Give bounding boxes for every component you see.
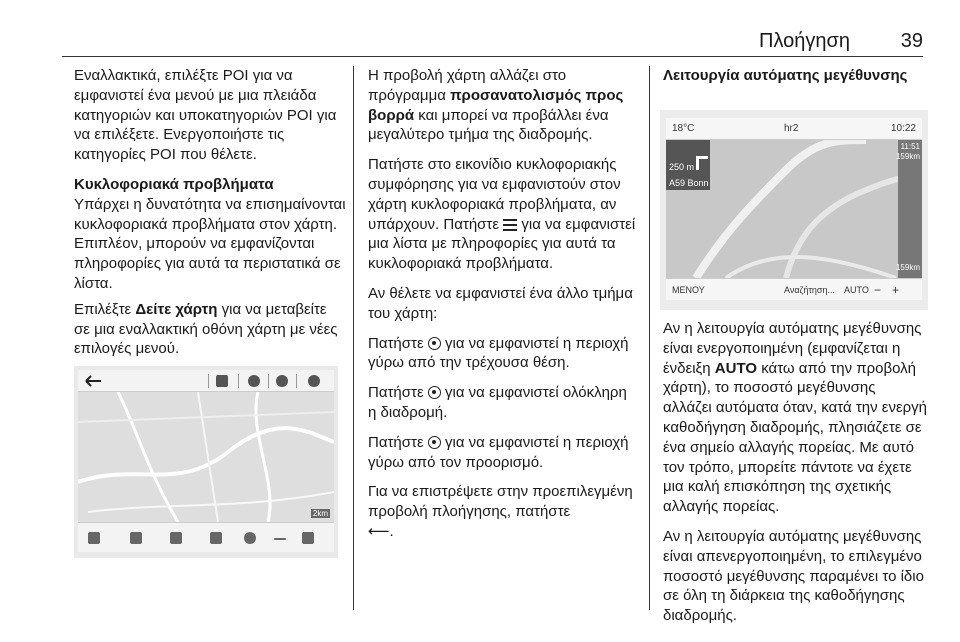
map-toolbar xyxy=(78,370,334,392)
page-title: Πλοήγηση xyxy=(759,30,850,52)
heading-traffic: Κυκλοφοριακά προβλήματα xyxy=(74,175,274,193)
remaining-distance-bottom: 159km xyxy=(895,263,920,272)
paragraph-traffic: Υπάρχει η δυνατότητα να επισημαίνονται κυκλοφοριακά προβλήματα στον χάρτη. Επιπλέον, μπορούν να εμφανίζονται πληροφορίες για αυτά τα περιστατικά σε λίστα. xyxy=(74,195,346,292)
map-roads xyxy=(78,392,334,522)
current-position-icon xyxy=(428,337,441,350)
destination-icon xyxy=(308,375,320,387)
map-area xyxy=(78,392,334,522)
column-2 xyxy=(368,66,638,552)
zoom-in-icon[interactable]: + xyxy=(892,283,900,297)
destination-icon xyxy=(428,436,441,449)
map-screenshot-autozoom xyxy=(660,110,928,310)
paragraph-destination: Πατήστε για να εμφανιστεί η περιοχή γύρω από τον προορισμό. xyxy=(368,433,629,471)
arrival-time: 11:51 xyxy=(900,142,920,151)
paragraph-poi: Εναλλακτικά, επιλέξτε POI για να εμφανιστεί ένα μενού με μια πλειάδα κατηγοριών και υποκατηγοριών POI για να επιλέξετε. Ενεργοποιήστε τις κατηγορίες POI που θέλετε. xyxy=(74,67,337,164)
map-bottom-bar xyxy=(78,522,334,552)
page-number: 39 xyxy=(900,30,923,52)
paragraph-auto-zoom-on: Αν η λειτουργία αυτόματης μεγέθυνσης είναι ενεργοποιημένη (εμφανίζεται η ένδειξη AUTO κάτω από την προβολή χάρτη), το ποσοστό μεγέθυνσης αλλάζει αυτόματα όταν, κατά την ενεργή καθοδήγηση διαδρομής, πλησιάζετε σε ένα σημείο αλλαγής πορείας. Με αυτό τον τρόπο, μπορείτε πάντοτε να έχετε μια καλή επισκόπηση της σχετικής αλλαγής πορείας. xyxy=(663,320,928,516)
route-overview-icon xyxy=(428,386,441,399)
zoom-in-icon[interactable] xyxy=(302,532,314,544)
menu-button[interactable]: ΜΕΝΟΥ xyxy=(672,285,705,295)
header-rule xyxy=(62,56,923,57)
current-position-icon xyxy=(248,375,260,387)
paragraph-current-position: Πατήστε για να εμφανιστεί η περιοχή γύρω από την τρέχουσα θέση. xyxy=(368,334,629,372)
map-screenshot-alt xyxy=(74,366,338,558)
back-arrow-icon: ⟵ xyxy=(368,522,390,540)
parking-icon[interactable] xyxy=(170,532,182,544)
column-divider-1 xyxy=(353,66,354,610)
auto-label: AUTO xyxy=(714,359,758,377)
paragraph-traffic-icon: Πατήστε στο εικονίδιο κυκλοφοριακής συμφόρησης για να εμφανιστούν στον χάρτη κυκλοφοριακά προβλήματα, αν υπάρχουν. Πατήστε για να εμφανιστεί μια λίστα με πληροφορίες για αυτά τα κυκλοφοριακά προβλήματα. xyxy=(368,156,636,273)
column-3-body xyxy=(663,319,928,636)
turn-right-icon xyxy=(696,156,708,170)
maneuver-panel xyxy=(666,140,710,190)
route-bar xyxy=(895,140,922,278)
fuel-icon[interactable] xyxy=(130,532,142,544)
back-arrow-icon xyxy=(84,374,102,388)
vehicle-icon[interactable] xyxy=(88,532,100,544)
zoom-out-icon[interactable]: − xyxy=(874,283,882,297)
paragraph-whole-route: Πατήστε για να εμφανιστεί ολόκληρη η διαδρομή. xyxy=(368,384,627,421)
list-icon xyxy=(216,375,228,387)
route-overview-icon xyxy=(276,375,288,387)
nav-map xyxy=(666,140,922,278)
maneuver-distance: 250 m xyxy=(669,162,695,172)
paragraph-return: Για να επιστρέψετε στην προεπιλεγμένη προβολή πλοήγησης, πατήστε ⟵. xyxy=(368,483,633,540)
maneuver-street: A59 Bonn xyxy=(669,178,709,188)
clock: 10:22 xyxy=(890,123,916,134)
auto-zoom-label[interactable]: AUTO xyxy=(844,285,869,295)
column-divider-2 xyxy=(649,66,650,610)
map-scale: 2km xyxy=(312,509,328,518)
paragraph-see-map: Επιλέξτε Δείτε χάρτη για να μεταβείτε σε μια εναλλακτική οθόνη χάρτη με νέες επιλογές μενού. xyxy=(74,300,338,358)
paragraph-other-area: Αν θέλετε να εμφανιστεί ένα άλλο τμήμα του χάρτη: xyxy=(368,284,633,322)
paragraph-auto-zoom-off: Αν η λειτουργία αυτόματης μεγέθυνσης είναι απενεργοποιημένη, το επιλεγμένο ποσοστό μεγέθυνσης παραμένει το ίδιο σε όλη τη διάρκεια της καθοδήγησης διαδρομής. xyxy=(663,527,924,625)
zoom-out-icon[interactable] xyxy=(274,538,286,540)
list-icon xyxy=(503,219,517,231)
column-1 xyxy=(74,66,346,369)
remaining-distance: 159km xyxy=(895,152,920,161)
traffic-icon[interactable] xyxy=(210,532,222,544)
nav-status-bar xyxy=(666,118,922,140)
column-3 xyxy=(663,66,928,86)
temperature: 18°C xyxy=(672,123,695,134)
search-field[interactable]: Αναζήτηση... xyxy=(784,285,835,295)
see-map-label: Δείτε χάρτη xyxy=(135,300,218,318)
page-header xyxy=(0,0,960,60)
settings-icon[interactable] xyxy=(244,532,256,544)
nav-bottom-bar xyxy=(666,278,922,300)
heading-auto-zoom: Λειτουργία αυτόματης μεγέθυνσης xyxy=(663,67,908,84)
zoom-indicator: hr2 xyxy=(784,123,799,134)
paragraph-north-up: Η προβολή χάρτη αλλάζει στο πρόγραμμα προσανατολισμός προς βορρά και μπορεί να προβάλλει ένα μεγαλύτερο τμήμα της διαδρομής. xyxy=(368,67,624,144)
north-up-label: προσανατολισμός προς βορρά xyxy=(368,86,624,124)
